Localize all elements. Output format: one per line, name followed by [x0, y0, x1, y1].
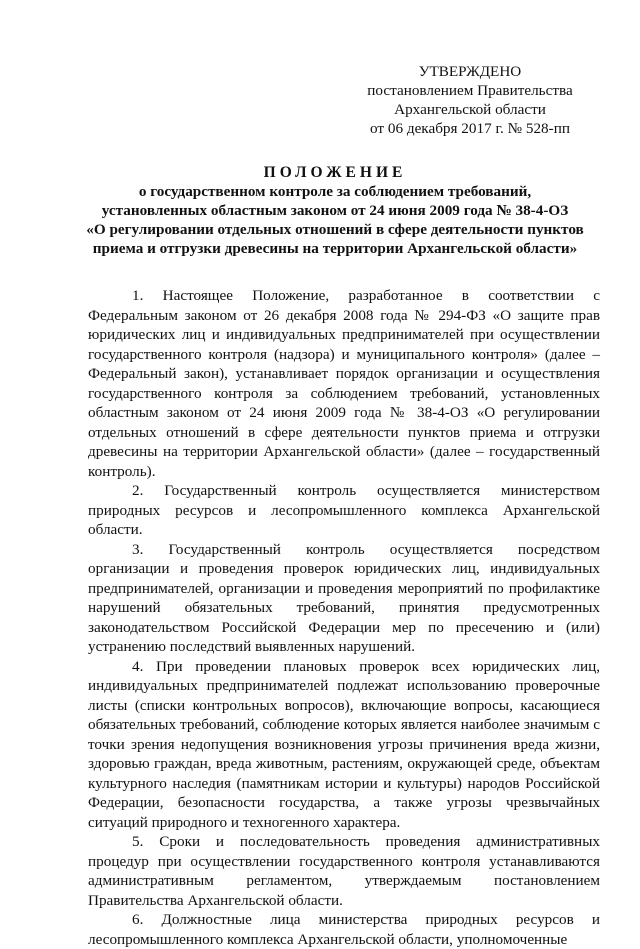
paragraph: 3. Государственный контроль осуществляется посредством организации и проведения проверок юридических лиц, индивидуальных предпринимателей, организации и проведения мероприятий по профилактике нарушений обязательных требований, принятия предусмотренных законодательством Российской Федерации мер по пресечению и (или) устранению последствий выявленных нарушений. — [88, 540, 600, 655]
title-line: приема и отгрузки древесины на территории Архангельской области» — [92, 240, 578, 257]
title-line: о государственном контроле за соблюдением требований, — [138, 183, 532, 200]
paragraph: 6. Должностные лица министерства природных ресурсов и лесопромышленного комплекса Архангельской области, уполномоченные — [88, 911, 600, 948]
paragraph: 5. Сроки и последовательность проведения административных процедур при осуществлении государственного контроля устанавливаются административным регламентом, утверждаемым постановлением Правительства Архангельской области. — [88, 833, 600, 909]
title-line: установленных областным законом от 24 июня 2009 года № 38-4-ОЗ — [101, 202, 569, 219]
approval-line: от 06 декабря 2017 г. № 528-пп — [370, 120, 570, 137]
document-title — [70, 163, 600, 258]
paragraph: 1. Настоящее Положение, разработанное в соответствии с Федеральным законом от 26 декабря 2008 года № 294-ФЗ «О защите прав юридических лиц и индивидуальных предпринимателей при осуществлении государственного контроля (надзора) и муниципального контроля» (далее – Федеральный закон), устанавливает порядок организации и осуществления государственного контроля за соблюдением требований, установленных областным законом от 24 июня 2009 года № 38-4-ОЗ «О регулировании отдельных отношений в сфере деятельности пунктов приема и отгрузки древесины на территории Архангельской области» (далее – государственный контроль). — [88, 287, 600, 480]
approval-line: Архангельской области — [394, 101, 546, 118]
title-line: «О регулировании отдельных отношений в сфере деятельности пунктов — [86, 221, 584, 238]
approval-line: постановлением Правительства — [367, 82, 573, 99]
document-body — [88, 286, 600, 949]
approval-stamp — [350, 62, 590, 138]
paragraph: 2. Государственный контроль осуществляется министерством природных ресурсов и лесопромышленного комплекса Архангельской области. — [88, 482, 600, 538]
title-heading: ПОЛОЖЕНИЕ — [263, 164, 407, 181]
approval-heading: УТВЕРЖДЕНО — [418, 63, 522, 80]
paragraph: 4. При проведении плановых проверок всех юридических лиц, индивидуальных предпринимателей подлежат использованию проверочные листы (списки контрольных вопросов), включающие вопросы, касающиеся обязательных требований, соблюдение которых является наиболее значимым с точки зрения недопущения возникновения угрозы причинения вреда жизни, здоровью граждан, вреда животным, растениям, окружающей среде, объектам культурного наследия (памятникам истории и культуры) народов Российской Федерации, безопасности государства, а также угрозы чрезвычайных ситуаций природного и техногенного характера. — [88, 657, 600, 831]
